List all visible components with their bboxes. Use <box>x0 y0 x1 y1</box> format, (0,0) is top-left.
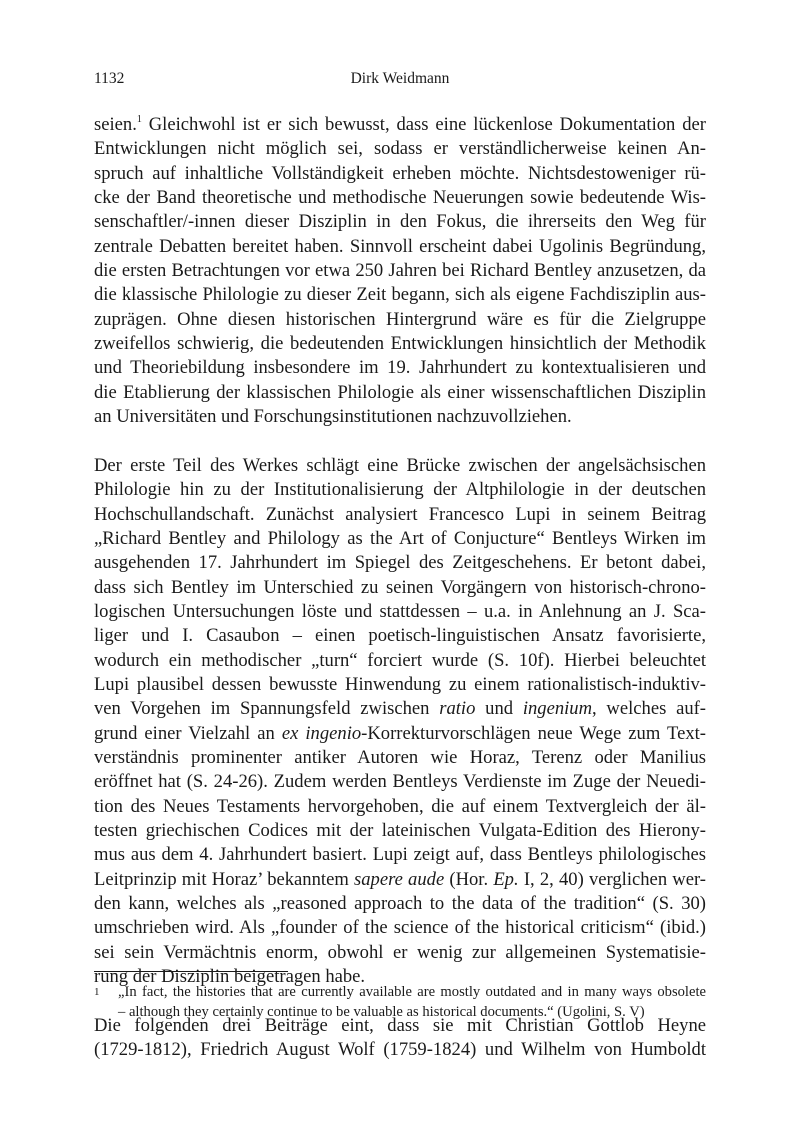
text-line: den kann, welches als „reasoned approach to the data of the tradition“ (S. 30) <box>94 893 706 915</box>
text-line: Entwicklungen nicht möglich sei, sodass er verständlicherweise keinen An- <box>94 138 706 160</box>
running-header <box>94 70 706 92</box>
text-line: logischen Untersuchungen löste und stattdessen – u.a. in Anlehnung an J. Sca- <box>94 600 706 622</box>
footnote-line: – although they certainly continue to be valuable as historical documents.“ (Ugolini, S. V) <box>118 1003 645 1020</box>
text-line: seien.$^1$ Gleichwohl ist er sich bewusst, dass eine lückenlose Dokumentation der <box>94 113 706 135</box>
text-line: „Richard Bentley and Philology as the Art of Conjucture“ Bentleys Wirken im <box>94 527 706 549</box>
footnote-separator <box>94 971 288 972</box>
text-line: umschrieben wird. Als „founder of the science of the historical criticism“ (ibid.) <box>94 917 706 939</box>
running-head-author: Dirk Weidmann <box>350 70 450 87</box>
footnote-1 <box>94 983 706 1022</box>
text-line: ausgehenden 17. Jahrhundert im Spiegel des Zeitgeschehens. Er betont dabei, <box>94 552 706 574</box>
text-line: wodurch ein methodischer „turn“ forciert wurde (S. 10f). Hierbei beleuchtet <box>94 649 706 671</box>
text-line: mus aus dem 4. Jahrhundert basiert. Lupi zeigt auf, dass Bentleys philologisches <box>94 844 706 866</box>
footnote-number: 1 <box>94 986 100 998</box>
text-line: testen griechischen Codices mit der lateinischen Vulgata-Edition des Hierony- <box>94 820 706 842</box>
text-line: (1729-1812), Friedrich August Wolf (1759-1824) und Wilhelm von Humboldt <box>94 1039 706 1061</box>
text-line: dass sich Bentley im Unterschied zu seinen Vorgängern von historisch-chrono- <box>94 576 706 598</box>
text-line: zweifellos schwierig, die bedeutenden Entwicklungen hinsichtlich der Methodik <box>94 333 706 355</box>
footnote-line: „In fact, the histories that are currently available are mostly outdated and in many ways obsolete <box>118 984 706 1000</box>
text-line: eröffnet hat (S. 24-26). Zudem werden Bentleys Verdienste im Zuge der Neuedi- <box>94 771 706 793</box>
text-line: an Universitäten und Forschungsinstitutionen nachzuvollziehen. <box>94 406 572 428</box>
text-line: verständnis prominenter antiker Autoren wie Horaz, Terenz oder Manilius <box>94 746 706 768</box>
text-line: zentrale Debatten bereitet haben. Sinnvoll erscheint dabei Ugolinis Begründung, <box>94 235 706 257</box>
text-line: die Etablierung der klassischen Philologie als einer wissenschaftlichen Disziplin <box>94 381 706 403</box>
text-line: Leitprinzip mit Horaz’ bekanntem sapere aude (Hor. Ep. I, 2, 40) verglichen wer- <box>94 868 706 890</box>
text-line: spruch auf inhaltliche Vollständigkeit erheben möchte. Nichtsdestoweniger rü- <box>94 162 706 184</box>
text-line: senschaftler/-innen dieser Disziplin in den Fokus, die ihrerseits den Weg für <box>94 211 706 233</box>
paragraph-2 <box>94 454 706 990</box>
text-line: sei sein Vermächtnis enorm, obwohl er wenig zur allgemeinen Systematisie- <box>94 941 706 963</box>
text-line: und Theoriebildung insbesondere im 19. Jahrhundert zu kontextualisieren und <box>94 357 706 379</box>
text-line: grund einer Vielzahl an ex ingenio-Korrekturvorschlägen neue Wege zum Text- <box>94 722 706 744</box>
text-line: rung der Disziplin beigetragen habe. <box>94 966 366 988</box>
text-line: zuprägen. Ohne diesen historischen Hintergrund wäre es für die Zielgruppe <box>94 308 706 330</box>
text-line: tion des Neues Testaments hervorgehoben, die auf einem Textvergleich der äl- <box>94 795 706 817</box>
text-line: liger und I. Casaubon – einen poetisch-linguistischen Ansatz favorisierte, <box>94 625 706 647</box>
footnote-text <box>118 983 706 1022</box>
text-line: die ersten Betrachtungen vor etwa 250 Jahren bei Richard Bentley anzusetzen, da <box>94 260 706 282</box>
paragraph-1 <box>94 113 706 429</box>
footnote-reference: 1 <box>136 113 142 125</box>
text-line: cke der Band theoretische und methodische Neuerungen sowie bedeutende Wis- <box>94 187 706 209</box>
body-text <box>94 113 706 1063</box>
text-line: die klassische Philologie zu dieser Zeit begann, sich als eigene Fachdisziplin aus- <box>94 284 706 306</box>
page-number: 1132 <box>94 70 125 87</box>
text-line: Der erste Teil des Werkes schlägt eine Brücke zwischen der angelsächsischen <box>94 454 706 476</box>
text-line: Die folgenden drei Beiträge eint, dass sie mit Christian Gottlob Heyne <box>94 1014 706 1036</box>
text-line: Philologie hin zu der Institutionalisierung der Altphilologie in der deutschen <box>94 479 706 501</box>
text-line: Lupi plausibel dessen bewusste Hinwendung zu einem rationalistisch-induktiv- <box>94 673 706 695</box>
text-line: ven Vorgehen im Spannungsfeld zwischen ratio und ingenium, welches auf- <box>94 698 707 720</box>
text-line: Hochschullandschaft. Zunächst analysiert Francesco Lupi in seinem Beitrag <box>94 503 706 525</box>
